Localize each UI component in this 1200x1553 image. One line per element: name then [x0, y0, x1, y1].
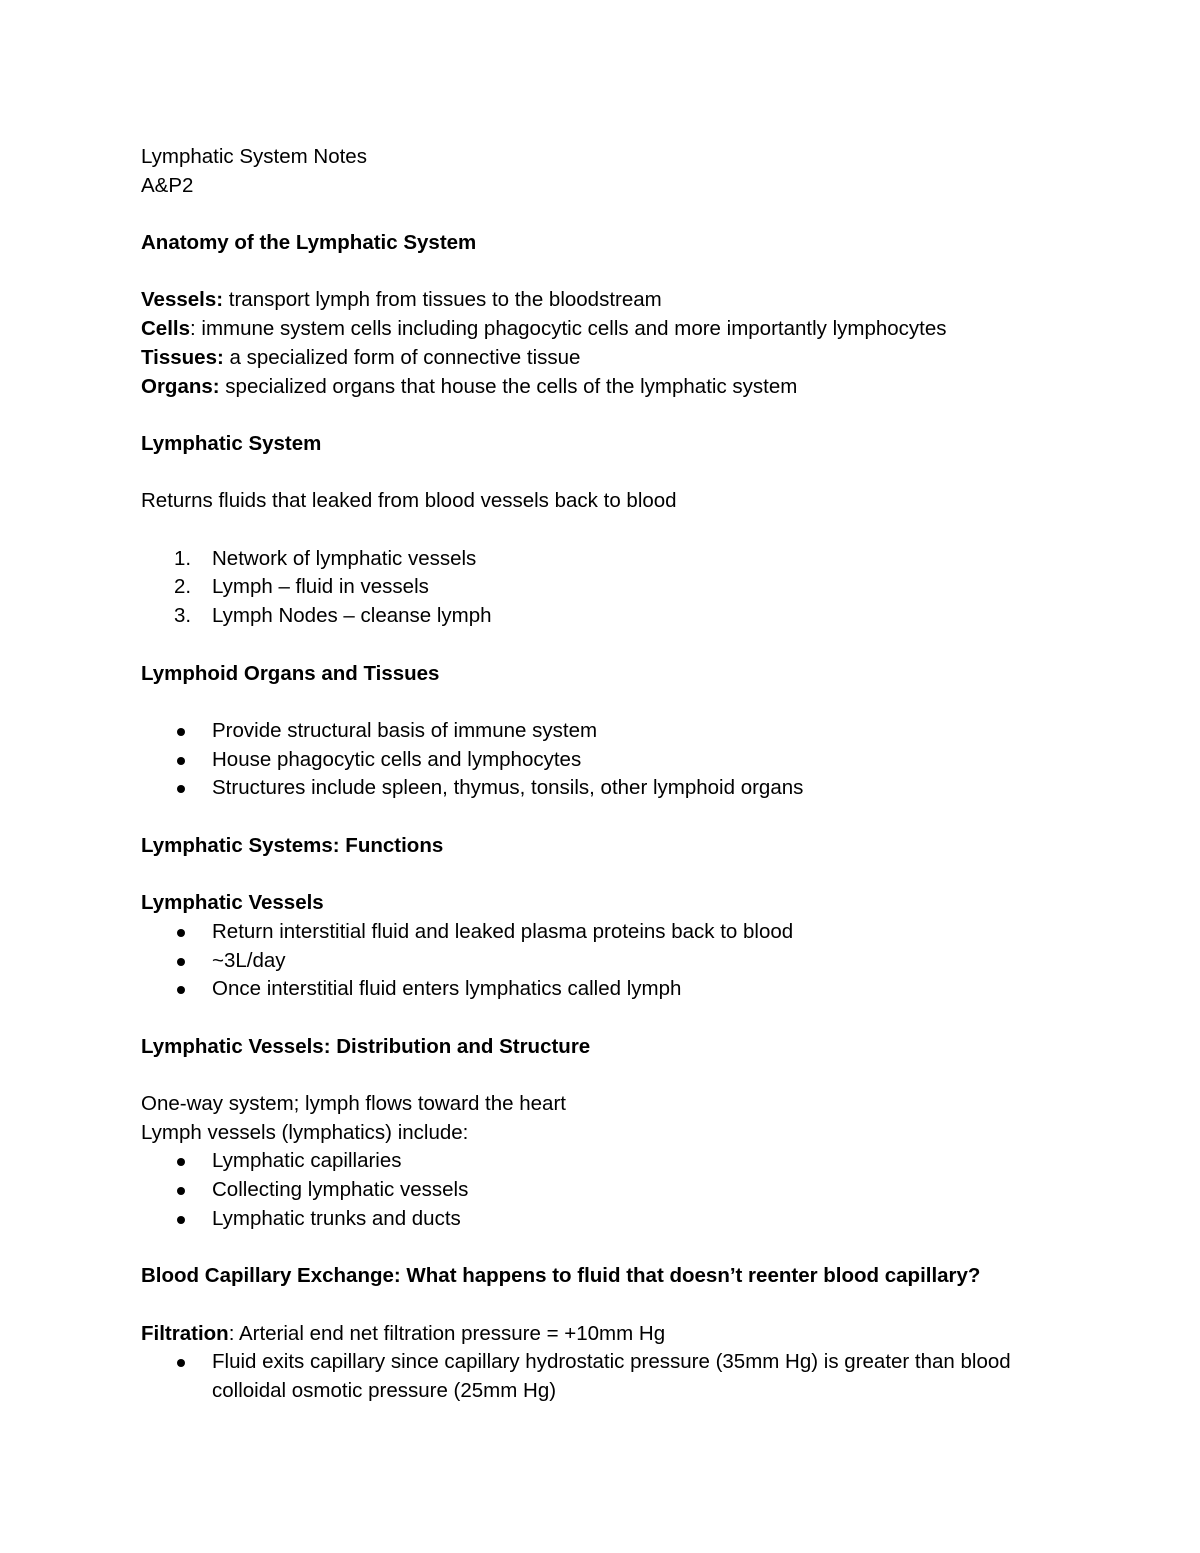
document-title: Lymphatic System Notes	[141, 145, 367, 168]
list-item-text: Lymphatic capillaries	[212, 1149, 402, 1173]
functions-heading: Lymphatic Systems: Functions	[141, 833, 444, 857]
list-item-text: Network of lymphatic vessels	[212, 546, 477, 570]
bullet-item	[141, 774, 1081, 803]
list-item-text: Provide structural basis of immune system	[212, 718, 598, 742]
list-item-text: Lymph – fluid in vessels	[212, 575, 429, 599]
term-vessels: Vessels:	[141, 288, 224, 312]
list-item-text: ~3L/day	[212, 948, 286, 972]
document-subtitle: A&P2	[141, 173, 194, 197]
list-item-text: Lymphatic trunks and ducts	[212, 1206, 461, 1230]
bullet-icon	[177, 757, 185, 765]
definition-organs	[141, 373, 1081, 402]
desc-cells: : immune system cells including phagocytic cells and more importantly lymphocytes	[190, 317, 947, 341]
numbered-item	[141, 602, 1081, 631]
term-filtration: Filtration	[141, 1321, 229, 1345]
bullet-item	[141, 717, 1081, 746]
distribution-line-2: Lymph vessels (lymphatics) include:	[141, 1120, 469, 1144]
term-organs: Organs:	[141, 374, 220, 398]
list-item-text: Structures include spleen, thymus, tonsils, other lymphoid organs	[212, 776, 804, 800]
definition-tissues	[141, 344, 1081, 373]
numbered-item	[141, 573, 1081, 602]
list-item-text: Lymph Nodes – cleanse lymph	[212, 604, 492, 628]
lymphatic-system-intro: Returns fluids that leaked from blood vessels back to blood	[141, 489, 677, 513]
bullet-item	[141, 1176, 1081, 1205]
document-body	[141, 143, 1081, 1406]
numbered-item	[141, 545, 1081, 574]
desc-vessels: transport lymph from tissues to the bloodstream	[223, 288, 662, 312]
bullet-item	[141, 947, 1081, 976]
desc-tissues: a specialized form of connective tissue	[223, 345, 581, 369]
lymphatic-system-heading: Lymphatic System	[141, 431, 322, 455]
desc-organs: specialized organs that house the cells of the lymphatic system	[219, 374, 798, 398]
exchange-heading: Blood Capillary Exchange: What happens to fluid that doesn’t reenter blood capillary?	[141, 1264, 981, 1288]
bullet-item	[141, 1205, 1081, 1234]
anatomy-heading: Anatomy of the Lymphatic System	[141, 231, 477, 255]
bullet-item	[141, 746, 1081, 775]
bullet-icon	[177, 1359, 185, 1367]
bullet-icon	[177, 929, 185, 937]
list-item-text: House phagocytic cells and lymphocytes	[212, 747, 582, 771]
bullet-icon	[177, 958, 185, 966]
distribution-line-1: One-way system; lymph flows toward the heart	[141, 1092, 566, 1116]
list-item-text: Return interstitial fluid and leaked plasma proteins back to blood	[212, 919, 794, 943]
term-cells: Cells	[141, 317, 190, 341]
filtration-line	[141, 1320, 1081, 1349]
distribution-heading: Lymphatic Vessels: Distribution and Structure	[141, 1034, 591, 1058]
bullet-icon	[177, 1216, 185, 1224]
functions-subheading: Lymphatic Vessels	[141, 891, 324, 915]
bullet-icon	[177, 1158, 185, 1166]
desc-filtration: : Arterial end net filtration pressure = +10mm Hg	[228, 1321, 666, 1345]
bullet-icon	[177, 785, 185, 793]
bullet-icon	[177, 1187, 185, 1195]
bullet-item	[141, 975, 1081, 1004]
definition-vessels	[141, 286, 1081, 315]
bullet-item	[141, 918, 1081, 947]
list-item-text: Collecting lymphatic vessels	[212, 1178, 469, 1202]
list-number: 3.	[174, 604, 192, 628]
term-tissues: Tissues:	[141, 345, 224, 369]
bullet-icon	[177, 986, 185, 994]
list-number: 1.	[174, 546, 192, 570]
bullet-item	[141, 1348, 1081, 1405]
list-item-text: Fluid exits capillary since capillary hydrostatic pressure (35mm Hg) is greater than blood colloidal osmotic pressure (25mm Hg)	[212, 1350, 1011, 1403]
list-number: 2.	[174, 575, 192, 599]
bullet-icon	[177, 728, 185, 736]
bullet-item	[141, 1147, 1081, 1176]
definition-cells	[141, 315, 1081, 344]
list-item-text: Once interstitial fluid enters lymphatics called lymph	[212, 977, 682, 1001]
lymphoid-heading: Lymphoid Organs and Tissues	[141, 661, 440, 685]
